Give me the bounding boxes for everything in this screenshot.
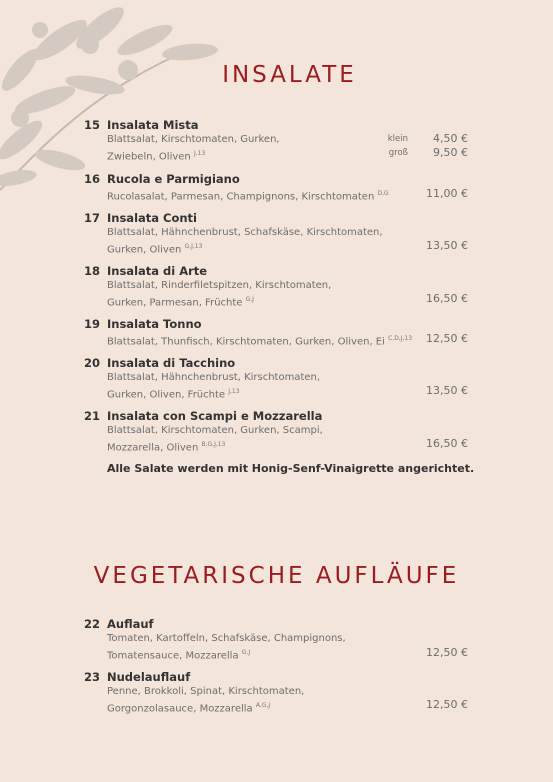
allergen-codes: G,J bbox=[241, 649, 251, 656]
item-description: Rucolasalat, Parmesan, Champignons, Kirschtomaten $^{D,G}$ bbox=[107, 190, 389, 203]
price: 12,50 € bbox=[426, 698, 468, 711]
menu-item bbox=[84, 172, 468, 203]
item-name: Insalata con Scampi e Mozzarella bbox=[107, 409, 323, 423]
item-description: Blattsalat, Rinderfiletspitzen, Kirschtomaten, Gurken, Parmesan, Früchte $^{G,J}$ bbox=[107, 280, 332, 309]
salads-title: INSALATE bbox=[222, 62, 357, 88]
item-number: 20 bbox=[84, 356, 101, 370]
item-number: 22 bbox=[84, 617, 101, 631]
item-description: Blattsalat, Hähnchenbrust, Schafskäse, Kirschtomaten, Gurken, Oliven $^{G,J,13}$ bbox=[107, 227, 383, 256]
item-description: Blattsalat, Kirschtomaten, Gurken, Zwiebeln, Oliven $^{J,13}$ bbox=[107, 134, 280, 163]
allergen-codes: B,G,J,13 bbox=[201, 441, 226, 448]
item-number: 21 bbox=[84, 409, 101, 423]
price: 12,50 € bbox=[426, 646, 468, 659]
price-small: 4,50 € bbox=[433, 132, 468, 145]
item-name: Insalata Tonno bbox=[107, 317, 202, 331]
allergen-codes: J,13 bbox=[193, 150, 206, 157]
item-description: Blattsalat, Thunfisch, Kirschtomaten, Gurken, Oliven, Ei $^{C,D,J,13}$ bbox=[107, 335, 413, 348]
item-number: 18 bbox=[84, 264, 101, 278]
price-large: 9,50 € bbox=[433, 146, 468, 159]
item-number: 17 bbox=[84, 211, 101, 225]
menu-item bbox=[84, 211, 468, 256]
item-description: Blattsalat, Kirschtomaten, Gurken, Scampi, Mozzarella, Oliven $^{B,G,J,13}$ bbox=[107, 425, 323, 454]
casseroles-list bbox=[84, 617, 468, 723]
salad-dressing-note: Alle Salate werden mit Honig-Senf-Vinaigrette angerichtet. bbox=[107, 462, 475, 475]
item-name: Insalata di Arte bbox=[107, 264, 208, 278]
menu-item bbox=[84, 264, 468, 309]
item-number: 19 bbox=[84, 317, 101, 331]
item-description: Penne, Brokkoli, Spinat, Kirschtomaten, Gorgonzolasauce, Mozzarella $^{A,G,J}$ bbox=[107, 686, 305, 715]
item-name: Insalata di Tacchino bbox=[107, 356, 236, 370]
menu-item bbox=[84, 118, 468, 164]
item-name: Insalata Mista bbox=[107, 118, 199, 132]
price: 16,50 € bbox=[426, 437, 468, 450]
menu-item bbox=[84, 670, 468, 715]
menu-item bbox=[84, 356, 468, 401]
allergen-codes: G,J bbox=[245, 296, 254, 303]
item-number: 15 bbox=[84, 118, 101, 132]
salads-list bbox=[84, 118, 468, 462]
menu-item bbox=[84, 409, 468, 454]
item-name: Insalata Conti bbox=[107, 211, 198, 225]
size-small-label: klein bbox=[387, 134, 408, 144]
price: 13,50 € bbox=[426, 239, 468, 252]
price: 12,50 € bbox=[426, 332, 468, 345]
item-name: Nudelauflauf bbox=[107, 670, 191, 684]
size-large-label: groß bbox=[388, 148, 408, 158]
item-description: Blattsalat, Hähnchenbrust, Kirschtomaten, Gurken, Oliven, Früchte $^{J,13}$ bbox=[107, 372, 321, 401]
menu-item bbox=[84, 617, 468, 662]
allergen-codes: J,13 bbox=[228, 388, 240, 395]
allergen-codes: G,J,13 bbox=[184, 243, 203, 250]
item-description: Tomaten, Kartoffeln, Schafskäse, Champignons, Tomatensauce, Mozzarella $^{G,J}$ bbox=[107, 633, 346, 662]
item-name: Auflauf bbox=[107, 617, 154, 631]
price: 16,50 € bbox=[426, 292, 468, 305]
item-number: 23 bbox=[84, 670, 101, 684]
menu-item bbox=[84, 317, 468, 348]
casseroles-title: VEGETARISCHE AUFLÄUFE bbox=[93, 563, 460, 589]
allergen-codes: A,G,J bbox=[255, 702, 271, 709]
price: 13,50 € bbox=[426, 384, 468, 397]
allergen-codes: C,D,J,13 bbox=[388, 335, 413, 342]
allergen-codes: D,G bbox=[377, 190, 389, 197]
item-name: Rucola e Parmigiano bbox=[107, 172, 240, 186]
item-number: 16 bbox=[84, 172, 101, 186]
price: 11,00 € bbox=[426, 187, 468, 200]
